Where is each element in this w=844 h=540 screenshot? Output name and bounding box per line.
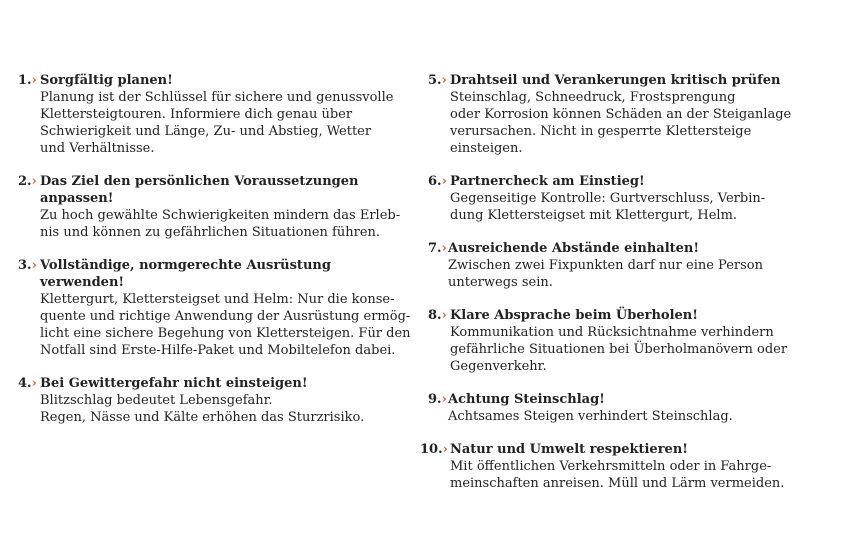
rule-title: verwenden! (40, 275, 125, 290)
rule-text: meinschaften anreisen. Müll und Lärm vermeiden. (450, 476, 785, 491)
chevron-right-icon: › (441, 73, 447, 88)
rule-item-7 (422, 240, 822, 291)
rule-text: verursachen. Nicht in gesperrte Klettersteige (450, 124, 752, 139)
rule-item-6 (422, 173, 822, 224)
rule-title: Das Ziel den persönlichen Voraussetzungen (40, 174, 359, 189)
rule-text: nis und können zu gefährlichen Situationen führen. (40, 225, 381, 240)
rule-text: gefährliche Situationen bei Überholmanövern oder (450, 342, 788, 357)
rule-item-8 (422, 307, 822, 375)
rule-title: Partnercheck am Einstieg! (450, 174, 645, 189)
left-column (18, 72, 411, 442)
rule-title: Natur und Umwelt respektieren! (450, 442, 688, 457)
rule-text: Notfall sind Erste-Hilfe-Paket und Mobiltelefon dabei. (40, 343, 396, 358)
rule-text: Gegenverkehr. (450, 359, 547, 374)
rule-number: 3.› (18, 258, 37, 273)
rule-text: Regen, Nässe und Kälte erhöhen das Sturzrisiko. (40, 410, 365, 425)
rule-text: Gegenseitige Kontrolle: Gurtverschluss, Verbin- (450, 191, 766, 206)
rule-text: Zu hoch gewählte Schwierigkeiten mindern das Erleb- (40, 208, 401, 223)
rule-item-3 (18, 257, 411, 359)
chevron-right-icon: › (441, 174, 447, 189)
rule-text: unterwegs sein. (448, 275, 553, 290)
rule-text: Zwischen zwei Fixpunkten darf nur eine Person (448, 258, 763, 273)
chevron-right-icon: › (31, 73, 37, 88)
chevron-right-icon: › (31, 258, 37, 273)
rule-title: Achtung Steinschlag! (448, 392, 605, 407)
rule-title: Sorgfältig planen! (40, 73, 173, 88)
rule-text: Mit öffentlichen Verkehrsmitteln oder in Fahrge- (450, 459, 772, 474)
rule-number: 1.› (18, 73, 37, 88)
rule-text: Blitzschlag bedeutet Lebensgefahr. (40, 393, 273, 408)
rule-text: oder Korrosion können Schäden an der Steiganlage (450, 107, 792, 122)
rule-number: 2.› (18, 174, 37, 189)
rule-text: Klettergurt, Klettersteigset und Helm: Nur die konse- (40, 292, 395, 307)
rule-title: Ausreichende Abstände einhalten! (448, 241, 700, 256)
rule-number: 6.› (428, 174, 447, 189)
rule-number: 4.› (18, 376, 37, 391)
rule-text: und Verhältnisse. (40, 141, 155, 156)
chevron-right-icon: › (441, 392, 447, 407)
rule-number: 5.› (428, 73, 447, 88)
right-column (422, 72, 822, 508)
chevron-right-icon: › (441, 308, 447, 323)
rule-number: 10.› (420, 442, 448, 457)
rule-number: 9.› (428, 392, 447, 407)
rule-text: Achtsames Steigen verhindert Steinschlag. (448, 409, 733, 424)
rule-text: licht eine sichere Begehung von Klettersteigen. Für den (40, 326, 411, 341)
rule-title: Bei Gewittergefahr nicht einsteigen! (40, 376, 308, 391)
chevron-right-icon: › (31, 376, 37, 391)
rule-text: quente und richtige Anwendung der Ausrüstung ermög- (40, 309, 411, 324)
rule-text: Schwierigkeit und Länge, Zu- und Abstieg, Wetter (40, 124, 372, 139)
rule-text: Steinschlag, Schneedruck, Frostsprengung (450, 90, 736, 105)
rule-item-4 (18, 375, 398, 426)
chevron-right-icon: › (441, 241, 447, 256)
rule-title: Drahtseil und Verankerungen kritisch prüfen (450, 73, 781, 88)
rule-text: Klettersteigtouren. Informiere dich genau über (40, 107, 353, 122)
rule-item-1 (18, 72, 398, 157)
rule-item-9 (422, 391, 822, 425)
rule-number: 8.› (428, 308, 447, 323)
rule-title: anpassen! (40, 191, 114, 206)
rule-text: einsteigen. (450, 141, 523, 156)
rule-number: 7.› (428, 241, 447, 256)
rule-item-2 (18, 173, 401, 241)
rule-title: Klare Absprache beim Überholen! (450, 308, 698, 323)
rule-text: Planung ist der Schlüssel für sichere und genussvolle (40, 90, 394, 105)
rule-title: Vollständige, normgerechte Ausrüstung (40, 258, 331, 273)
chevron-right-icon: › (442, 442, 448, 457)
chevron-right-icon: › (31, 174, 37, 189)
rule-text: Kommunikation und Rücksichtnahme verhindern (450, 325, 774, 340)
rule-item-10 (422, 441, 822, 492)
rule-item-5 (422, 72, 822, 157)
rule-text: dung Klettersteigset mit Klettergurt, Helm. (450, 208, 738, 223)
